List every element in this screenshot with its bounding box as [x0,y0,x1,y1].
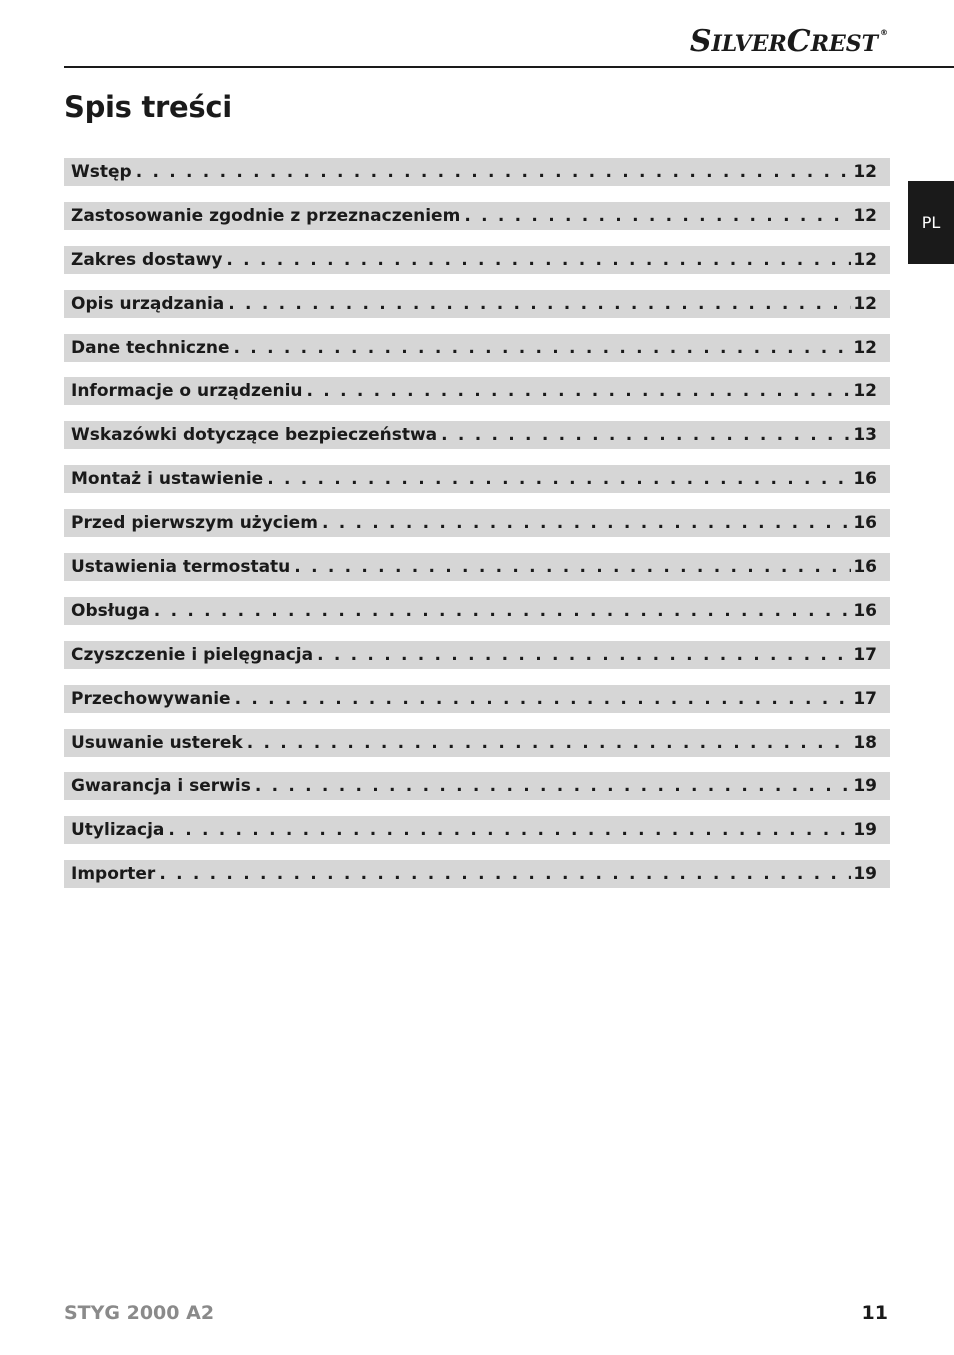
toc-dot-leader [155,864,851,884]
toc-entry[interactable] [64,421,890,449]
toc-entry[interactable] [64,290,890,318]
toc-dot-leader [230,338,852,358]
toc-dot-leader [164,820,851,840]
brand-word-rest: REST [810,31,878,57]
toc-entry-page: 17 [853,688,877,709]
toc-entry-page: 12 [853,293,877,314]
toc-dot-leader [132,162,852,182]
toc-dot-leader [224,294,851,314]
toc-dot-leader [318,513,851,533]
toc-dot-leader [222,250,851,270]
toc-dot-leader [313,645,851,665]
brand-letter-s: S [689,24,712,59]
toc-entry-title: Przechowywanie [71,688,231,709]
toc-entry-title: Ustawienia termostatu [71,557,291,578]
toc-entry[interactable] [64,553,890,581]
toc-entry-title: Zakres dostawy [71,249,223,270]
language-tab: PL [908,181,954,264]
toc-entry[interactable] [64,246,890,274]
toc-entry-title: Dane techniczne [71,337,230,358]
toc-entry[interactable] [64,158,890,186]
toc-entry-page: 12 [853,249,877,270]
toc-entry[interactable] [64,509,890,537]
toc-dot-leader [150,601,852,621]
toc-dot-leader [460,206,851,226]
toc-entry-page: 16 [853,557,877,578]
toc-dot-leader [263,469,851,489]
toc-entry-page: 17 [853,644,877,665]
toc-entry[interactable] [64,465,890,493]
toc-entry-page: 19 [853,864,877,885]
toc-entry[interactable] [64,816,890,844]
toc-entry-title: Przed pierwszym użyciem [71,513,318,534]
brand-word-ilver: ILVER [711,31,787,57]
toc-entry[interactable] [64,334,890,362]
toc-dot-leader [303,381,852,401]
toc-entry[interactable] [64,202,890,230]
toc-entry-title: Wstęp [71,162,132,182]
toc-entry-page: 18 [853,732,877,753]
toc-entry-page: 12 [853,337,877,358]
toc-entry-title: Wskazówki dotyczące bezpieczeństwa [71,425,438,446]
toc-entry-title: Opis urządzania [71,293,225,314]
toc-entry[interactable] [64,860,890,888]
toc-dot-leader [251,776,852,796]
toc-entry-page: 19 [853,776,877,797]
toc-entry[interactable] [64,685,890,713]
toc-entry-title: Zastosowanie zgodnie z przeznaczeniem [71,205,461,226]
toc-entry-title: Obsługa [71,600,150,621]
toc-entry-title: Importer [71,864,156,885]
toc-entry-title: Informacje o urządzeniu [71,381,303,402]
brand-letter-c: C [786,24,811,59]
toc-dot-leader [437,425,851,445]
toc-entry-page: 19 [853,820,877,841]
toc-entry[interactable] [64,597,890,625]
footer-page-number: 11 [861,1302,888,1324]
toc-entry-title: Usuwanie usterek [71,732,243,753]
toc-entry-title: Montaż i ustawienie [71,469,264,490]
toc-entry[interactable] [64,772,890,800]
toc-entry-page: 16 [853,600,877,621]
toc-entry-page: 12 [853,205,877,226]
toc-entry[interactable] [64,729,890,757]
toc-entry[interactable] [64,377,890,405]
toc-entry-page: 16 [853,469,877,490]
table-of-contents [64,158,890,904]
toc-entry-title: Utylizacja [71,820,165,841]
toc-dot-leader [243,733,852,753]
toc-entry-title: Czyszczenie i pielęgnacja [71,644,314,665]
toc-entry-page: 16 [853,513,877,534]
registered-mark: ® [880,28,888,37]
toc-entry-page: 12 [853,381,877,402]
toc-dot-leader [290,557,851,577]
footer-model-number: STYG 2000 A2 [64,1302,215,1324]
toc-entry[interactable] [64,641,890,669]
toc-entry-page: 13 [853,425,877,446]
brand-logo [689,24,888,59]
toc-entry-page: 12 [853,162,877,182]
toc-dot-leader [231,689,852,709]
toc-entry-title: Gwarancja i serwis [71,776,251,797]
header-divider [64,66,954,68]
page-title: Spis treści [64,90,232,124]
